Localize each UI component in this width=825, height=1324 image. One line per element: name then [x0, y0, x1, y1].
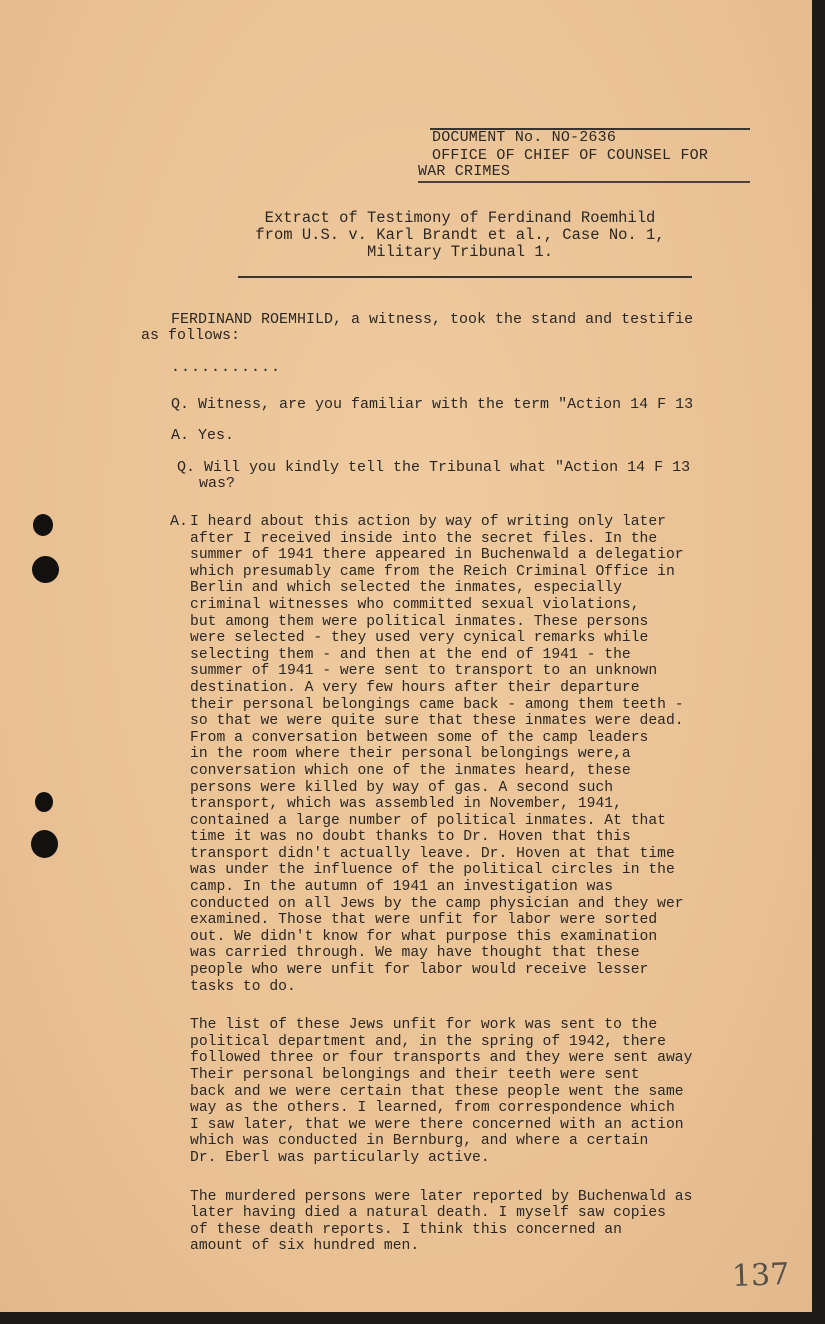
text-line: which was conducted in Bernburg, and where a certain [190, 1133, 649, 1150]
text-line: examined. Those that were unfit for labor were sorted [190, 912, 658, 929]
title-line-2: from U.S. v. Karl Brandt et al., Case No. 1, [255, 226, 665, 244]
text-line: people who were unfit for labor would receive lesser [190, 962, 649, 979]
question-1: Q. Witness, are you familiar with the term "Action 14 F 13 [171, 396, 694, 413]
title-line-3: Military Tribunal 1. [366, 243, 554, 261]
text-line: From a conversation between some of the camp leaders [190, 729, 649, 746]
text-line: summer of 1941 - were sent to transport to an unknown [190, 663, 658, 680]
text-line: of these death reports. I think this concerned an [190, 1221, 622, 1238]
text-line: transport didn't actually leave. Dr. Hoven at that time [190, 845, 675, 862]
question-2-line-2: was? [199, 475, 236, 492]
header-bottom-rule [418, 181, 750, 183]
page-number: 137 [731, 1257, 790, 1294]
answer-1: A. Yes. [171, 427, 235, 444]
document-number: DOCUMENT No. NO-2636 [432, 129, 617, 146]
text-line: conducted on all Jews by the camp physician and they wer [190, 895, 684, 912]
text-line: political department and, in the spring of 1942, there [190, 1033, 666, 1050]
text-line: I heard about this action by way of writing only later [190, 514, 666, 530]
punch-hole [31, 830, 58, 858]
office-name: OFFICE OF CHIEF OF COUNSEL FOR [432, 147, 709, 164]
text-line: I saw later, that we were there concerned with an action [190, 1116, 684, 1133]
text-line: contained a large number of political inmates. At that [190, 812, 666, 829]
answer-2-text [190, 514, 692, 1255]
text-line: later having died a natural death. I myself saw copies [190, 1205, 666, 1222]
text-line: which presumably came from the Reich Criminal Office in [190, 563, 675, 580]
text-line: in the room where their personal belongings were,a [190, 746, 631, 763]
text-line: persons were killed by way of gas. A second such [190, 779, 614, 796]
text-line: The list of these Jews unfit for work was sent to the [190, 1017, 658, 1034]
text-line: was carried through. We may have thought that these [190, 945, 640, 962]
title-line-1: Extract of Testimony of Ferdinand Roemhild [264, 209, 656, 227]
text-line: but among them were political inmates. These persons [190, 613, 649, 630]
text-line: conversation which one of the inmates heard, these [190, 762, 631, 779]
text-line: way as the others. I learned, from correspondence which [190, 1100, 675, 1117]
question-2-line-1: Q. Will you kindly tell the Tribunal what "Action 14 F 13 [177, 459, 691, 476]
text-line: followed three or four transports and they were sent away [190, 1050, 693, 1067]
intro-line-2: as follows: [141, 327, 241, 344]
text-line: their personal belongings came back - among them teeth - [190, 696, 684, 713]
title-rule [238, 276, 692, 278]
intro-line-1: FERDINAND ROEMHILD, a witness, took the stand and testifie [171, 311, 694, 328]
document-title [220, 210, 700, 261]
text-line: camp. In the autumn of 1941 an investigation was [190, 879, 614, 896]
text-line: Their personal belongings and their teeth were sent [190, 1067, 640, 1083]
text-line: so that we were quite sure that these inmates were dead. [190, 713, 684, 730]
text-line: time it was no doubt thanks to Dr. Hoven that this [190, 829, 631, 846]
punch-hole [33, 514, 53, 536]
answer-2-marker: A. [170, 513, 189, 530]
text-line: destination. A very few hours after their departure [190, 679, 640, 696]
text-line: after I received inside into the secret files. In the [190, 530, 658, 547]
paragraph-gap [190, 1167, 692, 1189]
text-line: transport, which was assembled in November, 1941, [190, 796, 622, 813]
omission-dots: ........... [171, 359, 282, 376]
text-line: Dr. Eberl was particularly active. [190, 1149, 490, 1166]
text-line: amount of six hundred men. [190, 1238, 420, 1255]
text-line: out. We didn't know for what purpose this examination [190, 928, 658, 945]
text-line: was under the influence of the political circles in the [190, 862, 675, 879]
office-name-continued: WAR CRIMES [418, 163, 511, 180]
text-line: back and we were certain that these people went the same [190, 1083, 684, 1100]
punch-hole [32, 556, 59, 583]
text-line: summer of 1941 there appeared in Buchenwald a delegatior [190, 547, 684, 564]
punch-hole [35, 792, 53, 812]
text-line: tasks to do. [190, 978, 296, 995]
text-line: Berlin and which selected the inmates, especially [190, 580, 622, 597]
text-line: criminal witnesses who committed sexual violations, [190, 596, 640, 613]
text-line: were selected - they used very cynical remarks while [190, 630, 649, 647]
text-line: selecting them - and then at the end of 1941 - the [190, 646, 631, 663]
paragraph-gap [190, 995, 692, 1017]
text-line: The murdered persons were later reported by Buchenwald as [190, 1188, 693, 1205]
